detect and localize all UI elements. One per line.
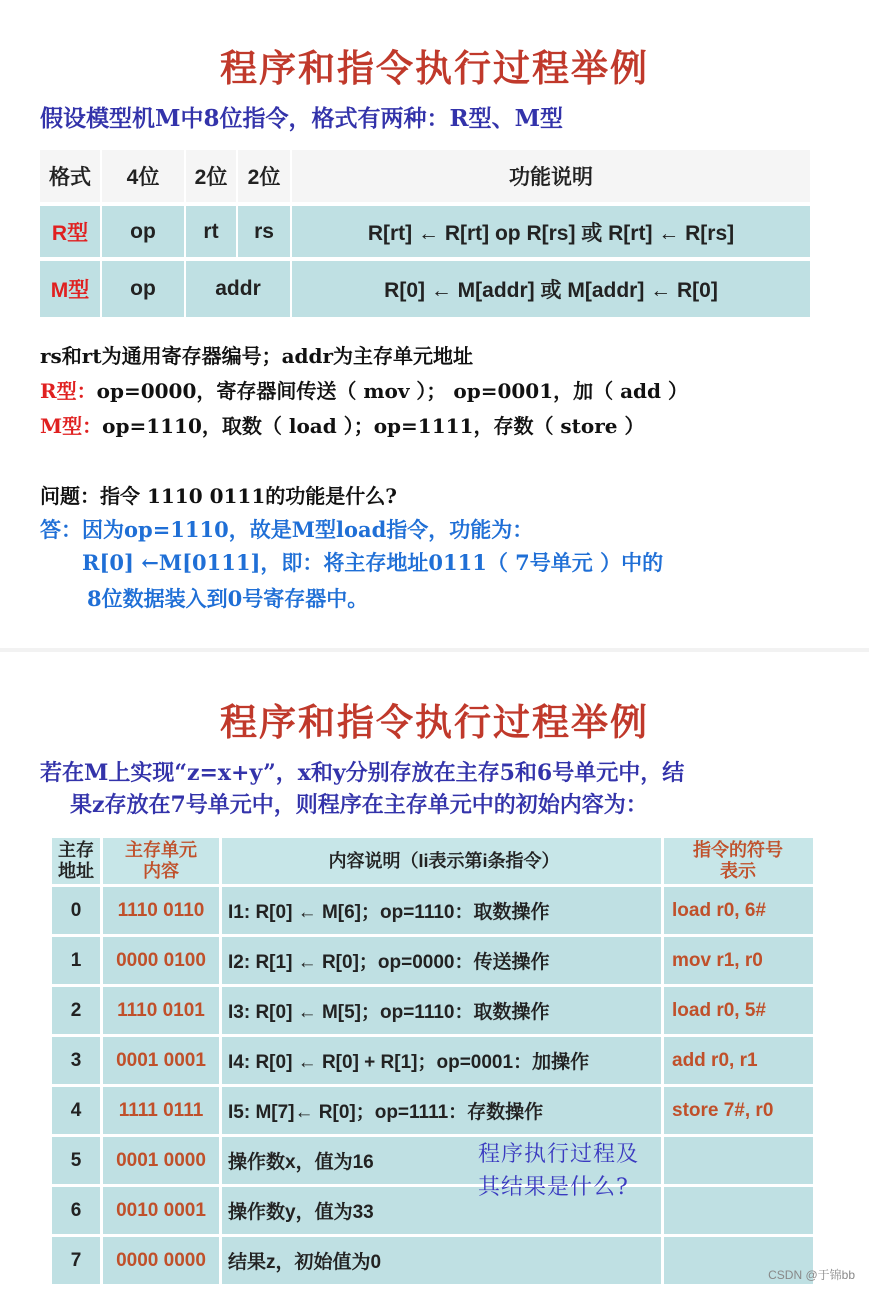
row-address: 6	[52, 1187, 103, 1237]
format-row-m	[40, 257, 810, 317]
row-content: 0000 0000	[103, 1237, 222, 1287]
slide-2-intro-1: 若在M上实现“z=x+y”，x和y分别存放在主存5和6号单元中，结	[40, 760, 685, 786]
header-content: 主存单元 内容	[103, 838, 222, 887]
header-address: 主存 地址	[52, 838, 103, 887]
answer-line-1: 答：因为op=1110，故是M型load指令，功能为：	[40, 517, 534, 542]
header-2bit-b: 2位	[236, 150, 290, 202]
answer-line-2: R[0] ←M[0111]，即：将主存地址0111（ 7号单元 ）中的	[82, 550, 664, 575]
row-symbol: store 7#, r0	[664, 1087, 816, 1137]
slide-1-title: 程序和指令执行过程举例	[220, 46, 649, 90]
row-address: 2	[52, 987, 103, 1037]
note-m-type	[40, 410, 644, 439]
row-address: 7	[52, 1237, 103, 1287]
table-row	[52, 1237, 816, 1287]
m-type-label: M型	[40, 257, 100, 317]
table-row	[52, 937, 816, 987]
row-address: 0	[52, 887, 103, 937]
row-description: I5: M[7]← R[0]；op=1111：存数操作	[222, 1087, 664, 1137]
row-description: I1: R[0] ← M[6]；op=1110：取数操作	[222, 887, 664, 937]
slide-2-intro-2: 果z存放在7号单元中，则程序在主存单元中的初始内容为：	[70, 792, 648, 818]
note-m-type-text: op=1110，取数（ load ）；op=1111，存数（ store ）	[102, 414, 645, 438]
row-description: 操作数y，值为33	[222, 1187, 664, 1237]
m-desc: R[0] ← M[addr] 或 M[addr] ← R[0]	[290, 257, 810, 317]
row-symbol: load r0, 5#	[664, 987, 816, 1037]
memory-content-table	[52, 838, 816, 1287]
row-symbol: mov r1, r0	[664, 937, 816, 987]
slide-1-subtitle: 假设模型机M中8位指令，格式有两种：R型、M型	[40, 105, 564, 132]
row-description: I2: R[1] ← R[0]；op=0000：传送操作	[222, 937, 664, 987]
row-address: 4	[52, 1087, 103, 1137]
table-row	[52, 1087, 816, 1137]
row-address: 5	[52, 1137, 103, 1187]
header-symbol: 指令的符号 表示	[664, 838, 816, 887]
header-4bit: 4位	[100, 150, 184, 202]
note-registers: rs和rt为通用寄存器编号；addr为主存单元地址	[40, 344, 474, 368]
row-content: 1110 0101	[103, 987, 222, 1037]
format-row-r	[40, 202, 810, 257]
row-content: 1110 0110	[103, 887, 222, 937]
table-row	[52, 887, 816, 937]
row-content: 0001 0000	[103, 1137, 222, 1187]
table-row	[52, 987, 816, 1037]
row-content: 1111 0111	[103, 1087, 222, 1137]
header-function: 功能说明	[290, 150, 810, 202]
instruction-format-table	[40, 150, 810, 317]
row-content: 0000 0100	[103, 937, 222, 987]
slide-2-title: 程序和指令执行过程举例	[220, 700, 649, 744]
note-m-type-label: M型：	[40, 414, 103, 438]
r-desc: R[rt] ← R[rt] op R[rs] 或 R[rt] ← R[rs]	[290, 202, 810, 257]
m-op: op	[100, 257, 184, 317]
memory-table-header	[52, 838, 816, 887]
handwritten-question	[478, 1138, 639, 1204]
note-r-type-label: R型：	[40, 379, 97, 403]
question: 问题：指令 1110 0111的功能是什么?	[40, 484, 397, 508]
header-description: 内容说明（Ii表示第i条指令）	[222, 838, 664, 887]
row-address: 3	[52, 1037, 103, 1087]
handwritten-line-1: 程序执行过程及	[478, 1142, 640, 1167]
table-row	[52, 1037, 816, 1087]
row-description: 结果z，初始值为0	[222, 1237, 664, 1287]
row-description: I3: R[0] ← M[5]；op=1110：取数操作	[222, 987, 664, 1037]
row-symbol	[664, 1187, 816, 1237]
r-type-label: R型	[40, 202, 100, 257]
note-r-type-text: op=0000，寄存器间传送（ mov ）； op=0001，加（ add ）	[96, 379, 688, 403]
row-content: 0010 0001	[103, 1187, 222, 1237]
handwritten-line-2: 其结果是什么?	[478, 1175, 629, 1200]
table-row	[52, 1187, 816, 1237]
r-rs: rs	[236, 202, 290, 257]
format-table-header	[40, 150, 810, 202]
row-symbol: add r0, r1	[664, 1037, 816, 1087]
r-rt: rt	[184, 202, 236, 257]
watermark: CSDN @于锦bb	[768, 1268, 855, 1282]
answer-line-3: 8位数据装入到0号寄存器中。	[87, 586, 369, 611]
header-format: 格式	[40, 150, 100, 202]
r-op: op	[100, 202, 184, 257]
row-address: 1	[52, 937, 103, 987]
m-addr: addr	[184, 257, 290, 317]
note-r-type	[40, 375, 688, 404]
row-description: I4: R[0] ← R[0] + R[1]；op=0001：加操作	[222, 1037, 664, 1087]
row-content: 0001 0001	[103, 1037, 222, 1087]
row-description: 操作数x，值为16	[222, 1137, 664, 1187]
row-symbol: load r0, 6#	[664, 887, 816, 937]
row-symbol	[664, 1137, 816, 1187]
table-row	[52, 1137, 816, 1187]
header-2bit-a: 2位	[184, 150, 236, 202]
